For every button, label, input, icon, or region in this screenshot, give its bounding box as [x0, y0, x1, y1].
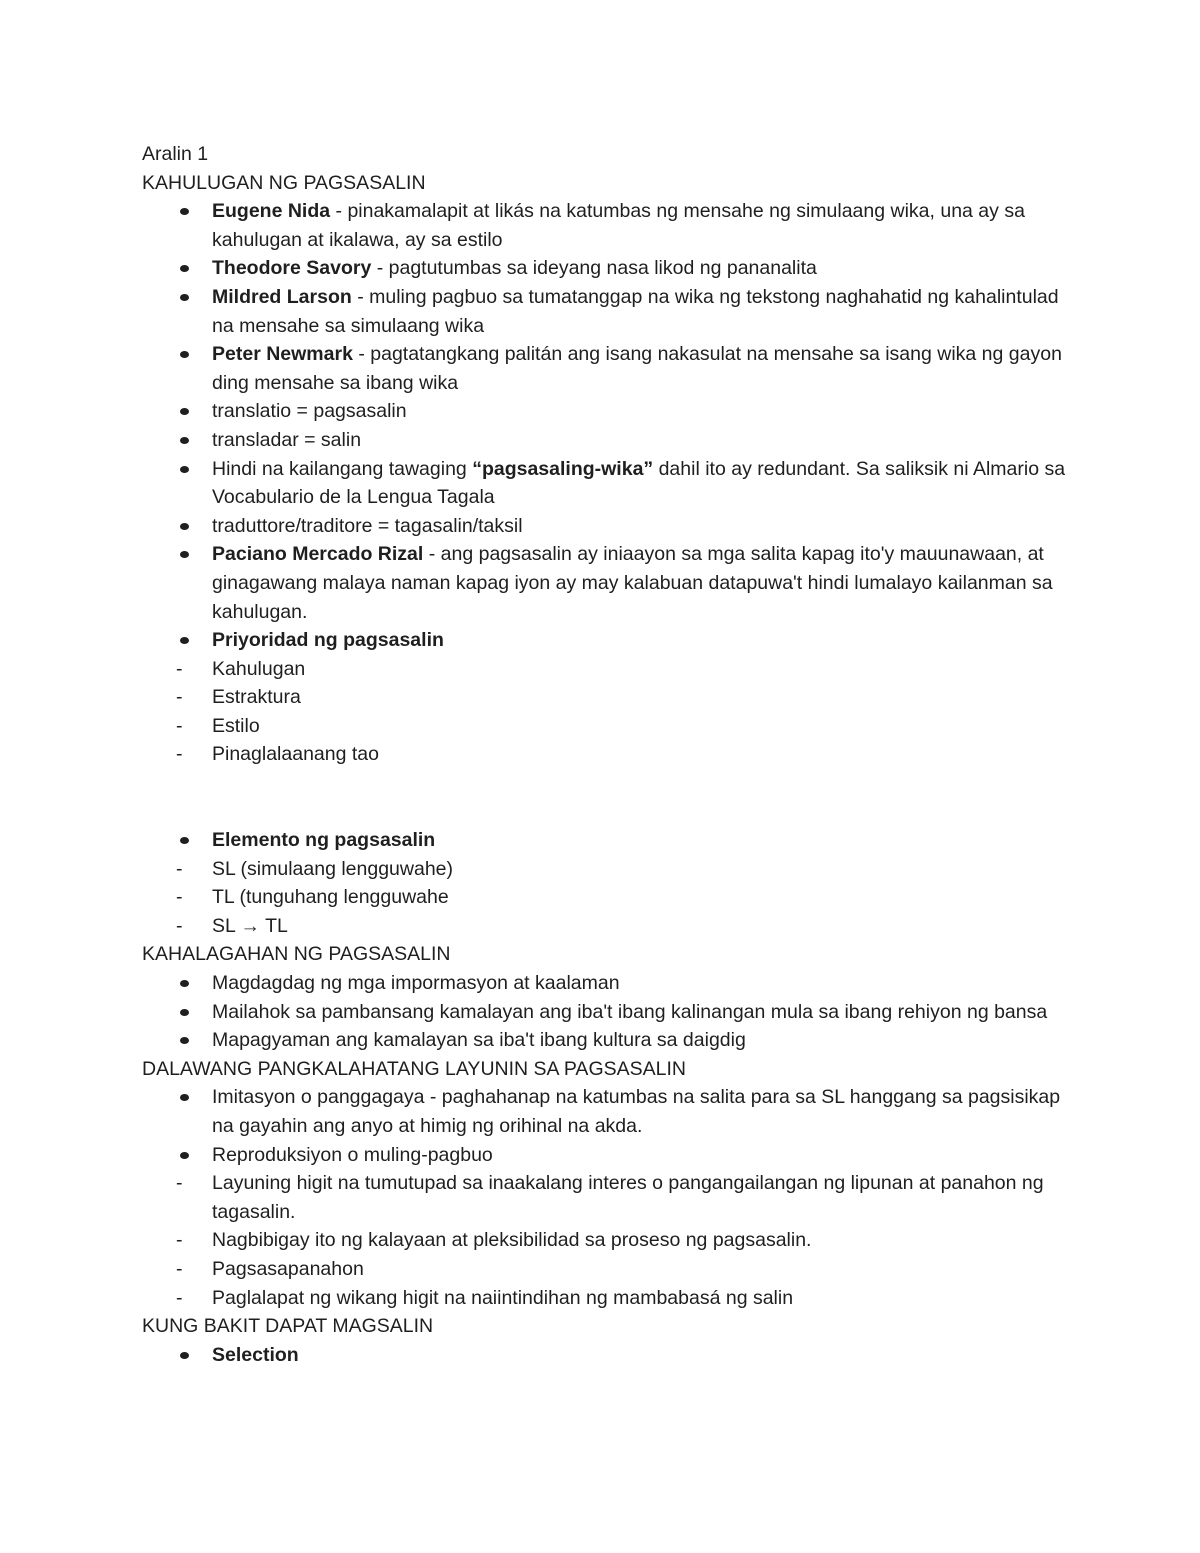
term-name: Peter Newmark: [212, 343, 353, 366]
list-item: [142, 626, 1072, 826]
section-heading-kung-bakit: KUNG BAKIT DAPAT MAGSALIN: [142, 1315, 434, 1338]
term-definition: - pagtatangkang palitán ang isang nakasulat na mensahe sa isang wika ng gayon ding mensahe sa ibang wika: [212, 343, 1062, 394]
elemento-list: [142, 855, 1072, 941]
bold-term: Selection: [212, 1343, 299, 1366]
term-definition: - ang pagsasalin ay iniaayon sa mga salita kapag ito'y mauunawaan, at ginagawang malaya naman kapag iyon ay may kalabuan datapuwa't hindi lumalayo kailanman sa kahulugan.: [212, 543, 1053, 623]
term-definition: - muling pagbuo sa tumatanggap na wika ng tekstong naghahatid ng kahalintulad na mensahe sa simulaang wika: [212, 285, 1059, 337]
dash-item: - Estraktura: [142, 683, 1072, 712]
term-name: Theodore Savory: [212, 257, 372, 280]
list-item: [142, 1341, 1072, 1370]
kung-bakit-list: [142, 1341, 1072, 1370]
term-name: Mildred Larson: [212, 285, 352, 308]
list-item: Mapagyaman ang kamalayan sa iba't ibang kultura sa daigdig: [142, 1026, 1072, 1055]
subheading-priyoridad: Priyoridad ng pagsasalin: [212, 629, 444, 652]
list-item: [142, 540, 1072, 626]
list-item: [142, 1141, 1072, 1313]
document-title: Aralin 1: [142, 143, 209, 165]
term-name: Paciano Mercado Rizal: [212, 543, 424, 566]
bold-term: “pagsasaling-wika”: [472, 457, 654, 480]
blank-space: [212, 769, 1072, 826]
dash-item: - SL (simulaang lengguwahe): [142, 855, 1072, 884]
kahulugan-list: [142, 197, 1072, 940]
term-name: Eugene Nida: [212, 200, 331, 223]
priyoridad-list: [142, 655, 1072, 769]
list-item: [142, 455, 1072, 512]
list-item: Imitasyon o panggagaya - paghahanap na katumbas na salita para sa SL hanggang sa pagsisikap na gayahin ang anyo at himig ng orihinal na akda.: [142, 1083, 1072, 1140]
list-item: [142, 283, 1072, 340]
section-heading-kahulugan: KAHULUGAN NG PAGSASALIN: [142, 171, 426, 194]
dash-item: - Estilo: [142, 712, 1072, 741]
document-page: [142, 140, 1072, 1369]
layunin-list: [142, 1083, 1072, 1312]
list-item: traduttore/traditore = tagasalin/taksil: [142, 512, 1072, 541]
list-item: Magdagdag ng mga impormasyon at kaalaman: [142, 969, 1072, 998]
list-item: [142, 826, 1072, 940]
section-heading-kahalagahan: KAHALAGAHAN NG PAGSASALIN: [142, 943, 451, 966]
dash-item: - Layuning higit na tumutupad sa inaakalang interes o pangangailangan ng lipunan at panahon ng tagasalin.: [142, 1169, 1072, 1226]
list-item: [142, 197, 1072, 254]
list-item: [142, 254, 1072, 283]
section-heading-layunin: DALAWANG PANGKALAHATANG LAYUNIN SA PAGSASALIN: [142, 1057, 686, 1080]
list-item: transladar = salin: [142, 426, 1072, 455]
kahalagahan-list: [142, 969, 1072, 1055]
dash-item: - TL (tunguhang lengguwahe: [142, 883, 1072, 912]
list-item: Mailahok sa pambansang kamalayan ang iba't ibang kalinangan mula sa ibang rehiyon ng bansa: [142, 998, 1072, 1027]
text-segment: Hindi na kailangang tawaging: [212, 457, 473, 480]
dash-item: - Kahulugan: [142, 655, 1072, 684]
dash-item: - Paglalapat ng wikang higit na naiintindihan ng mambabasá ng salin: [142, 1284, 1072, 1313]
dash-item: - SL → TL: [142, 912, 1072, 941]
list-item: translatio = pagsasalin: [142, 397, 1072, 426]
subheading-reproduksiyon: Reproduksiyon o muling-pagbuo: [212, 1143, 493, 1166]
reproduksiyon-list: [142, 1169, 1072, 1312]
text-segment: dahil ito ay redundant. Sa saliksik ni Almario sa Vocabulario de la Lengua Tagala: [212, 457, 1066, 509]
dash-item: - Pinaglalaanang tao: [142, 740, 1072, 769]
dash-item: - Nagbibigay ito ng kalayaan at pleksibilidad sa proseso ng pagsasalin.: [142, 1226, 1072, 1255]
list-item: [142, 340, 1072, 397]
term-definition: - pinakamalapit at likás na katumbas ng mensahe ng simulaang wika, una ay sa kahulugan at ikalawa, ay sa estilo: [212, 200, 1025, 251]
term-definition: - pagtutumbas sa ideyang nasa likod ng pananalita: [371, 257, 817, 280]
dash-item: - Pagsasapanahon: [142, 1255, 1072, 1284]
subheading-elemento: Elemento ng pagsasalin: [212, 829, 436, 852]
